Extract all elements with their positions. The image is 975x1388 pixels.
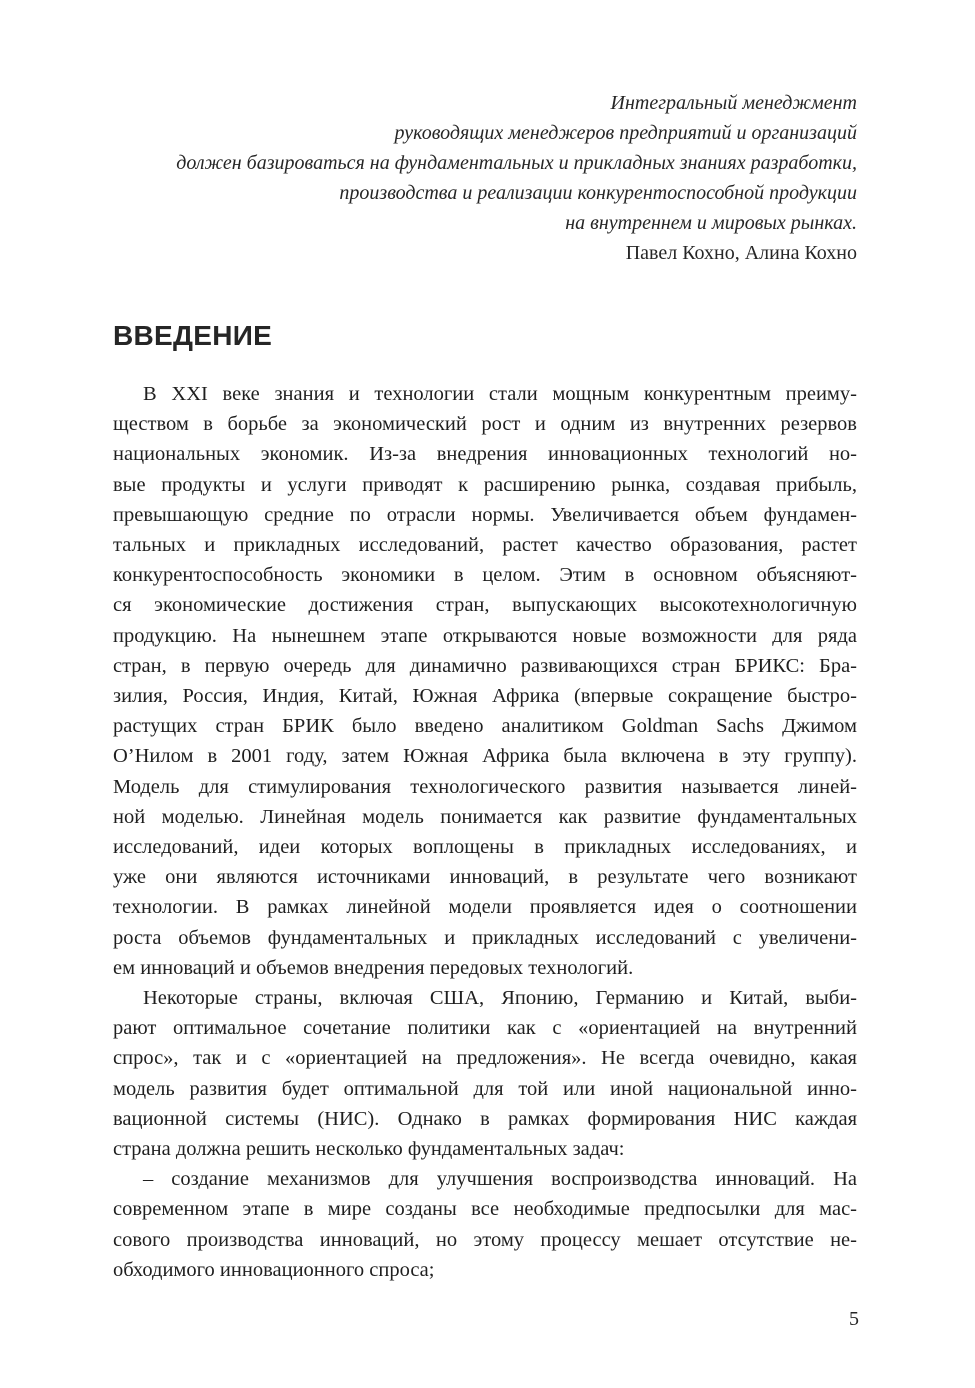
- epigraph-line: на внутреннем и мировых рынках.: [565, 212, 857, 234]
- text-line: конкурентоспособность экономики в целом. Этим в основном объясняют-: [113, 564, 857, 587]
- body-text: [113, 379, 857, 1285]
- page-number: 5: [849, 1308, 859, 1330]
- epigraph-author: Павел Кохно, Алина Кохно: [625, 242, 857, 264]
- text-line: продукцию. На нынешнем этапе открываются новые возможности для ряда: [113, 624, 857, 647]
- text-line: сового производства инноваций, но этому процессу мешает отсутствие не-: [113, 1228, 857, 1251]
- text-line: В XXI веке знания и технологии стали мощным конкурентным преиму-: [143, 383, 857, 405]
- text-line: – создание механизмов для улучшения воспроизводства инноваций. На: [143, 1168, 857, 1191]
- text-line: ем инноваций и объемов внедрения передовых технологий.: [113, 956, 634, 979]
- text-line: Модель для стимулирования технологического развития называется линей-: [113, 775, 857, 798]
- text-line: страна должна решить несколько фундаментальных задач:: [113, 1138, 625, 1161]
- text-line: стран, в первую очередь для динамично развивающихся стран БРИКС: Бра-: [113, 654, 857, 677]
- text-line: Некоторые страны, включая США, Японию, Германию и Китай, выби-: [143, 987, 857, 1010]
- text-line: исследований, идеи которых воплощены в прикладных исследованиях, и: [113, 836, 857, 859]
- text-line: рают оптимальное сочетание политики как с «ориентацией на внутренний: [113, 1017, 857, 1040]
- text-line: ся экономические достижения стран, выпускающих высокотехнологичную: [113, 594, 857, 617]
- text-line: уже они являются источниками инноваций, в результате чего возникают: [113, 866, 857, 889]
- text-line: ществом в борьбе за экономический рост и одним из внутренних резервов: [113, 413, 857, 436]
- text-line: национальных экономик. Из-за внедрения инновационных технологий но-: [113, 443, 857, 466]
- text-line: роста объемов фундаментальных и прикладных исследований с увеличени-: [113, 926, 857, 949]
- text-line: обходимого инновационного спроса;: [113, 1258, 435, 1281]
- text-line: ной моделью. Линейная модель понимается как развитие фундаментальных: [113, 805, 857, 828]
- text-line: технологии. В рамках линейной модели проявляется идея о соотношении: [113, 896, 857, 919]
- epigraph-line: руководящих менеджеров предприятий и организаций: [394, 122, 857, 144]
- epigraph-line: производства и реализации конкурентоспособной продукции: [339, 182, 857, 204]
- section-heading: ВВЕДЕНИЕ: [113, 320, 273, 351]
- text-line: современном этапе в мире созданы все необходимые предпосылки для мас-: [113, 1198, 857, 1221]
- text-line: зилия, Россия, Индия, Китай, Южная Африка (впервые сокращение быстро-: [113, 685, 857, 708]
- epigraph-line: должен базироваться на фундаментальных и прикладных знаниях разработки,: [176, 152, 857, 174]
- text-line: растущих стран БРИК было введено аналитиком Goldman Sachs Джимом: [113, 715, 857, 738]
- text-line: спрос», так и с «ориентацией на предложения». Не всегда очевидно, какая: [113, 1047, 857, 1070]
- text-line: О’Нилом в 2001 году, затем Южная Африка была включена в эту группу).: [113, 745, 857, 768]
- epigraph: [97, 88, 857, 268]
- text-line: превышающую средние по отрасли нормы. Увеличивается объем фундамен-: [113, 503, 857, 526]
- text-line: вационной системы (НИС). Однако в рамках формирования НИС каждая: [113, 1107, 857, 1130]
- text-line: вые продукты и услуги приводят к расширению рынка, создавая прибыль,: [113, 473, 857, 496]
- text-line: модель развития будет оптимальной для той или иной национальной инно-: [113, 1077, 857, 1100]
- text-line: тальных и прикладных исследований, растет качество образования, растет: [113, 534, 857, 557]
- epigraph-line: Интегральный менеджмент: [610, 92, 857, 114]
